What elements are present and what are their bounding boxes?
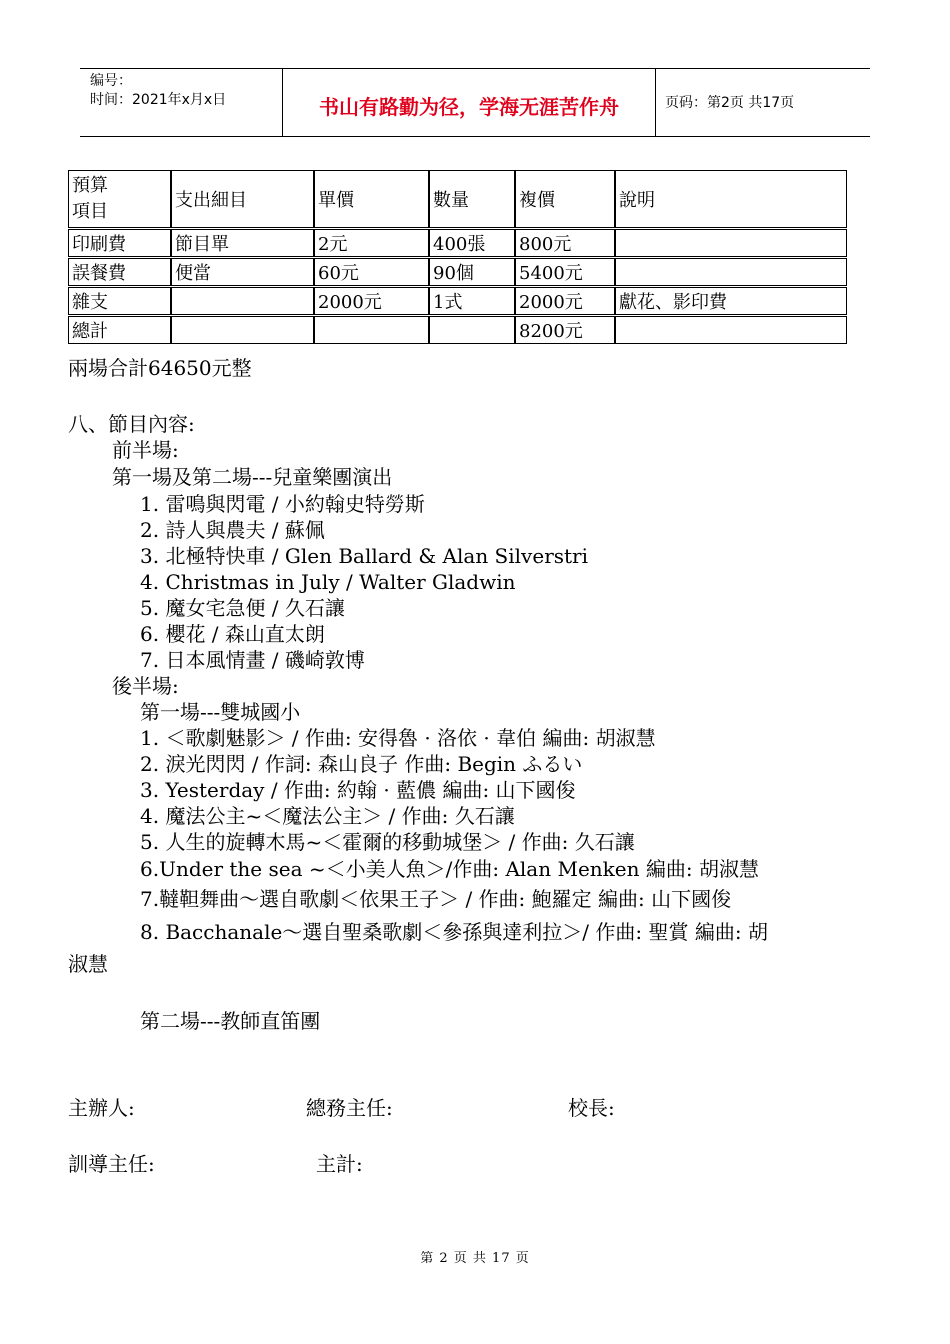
- program-item: 8. Bacchanale～選自聖桑歌劇＜參孫與達利拉＞/ 作曲: 聖賞 編曲: 胡: [140, 920, 768, 944]
- table-cell: 60元: [314, 258, 429, 286]
- section-heading: 八、節目內容:: [68, 412, 195, 436]
- table-cell: 1式: [429, 287, 515, 315]
- signature-principal: 校長:: [568, 1096, 615, 1120]
- table-cell: 2000元: [314, 287, 429, 315]
- date-label: 时间：2021年x月x日: [90, 92, 227, 108]
- column-header: 數量: [429, 170, 515, 228]
- header-info-cell: [80, 69, 282, 136]
- table-cell: [615, 316, 847, 344]
- program-item: 3. 北極特快車 / Glen Ballard & Alan Silverstri: [140, 544, 589, 568]
- column-header: 複價: [515, 170, 615, 228]
- table-cell: 便當: [171, 258, 314, 286]
- signature-accountant: 主計:: [316, 1152, 363, 1176]
- page-header: [80, 68, 870, 137]
- program-item: 2. 詩人與農夫 / 蘇佩: [140, 518, 325, 542]
- number-label: 编号：: [90, 73, 132, 89]
- table-row: [68, 258, 847, 286]
- page-footer: 第 2 页 共 17 页: [420, 1251, 530, 1266]
- program-item: 1. 雷鳴與閃電 / 小約翰史特勞斯: [140, 492, 425, 516]
- program-item: 4. 魔法公主~＜魔法公主＞ / 作曲: 久石讓: [140, 804, 515, 828]
- table-cell: [615, 229, 847, 257]
- budget-table: [68, 170, 847, 344]
- motto-text: 书山有路勤为径，学海无涯苦作舟: [319, 95, 619, 119]
- signature-organizer: 主辦人:: [68, 1096, 135, 1120]
- program-item-continuation: 淑慧: [68, 952, 108, 976]
- second-half-group: 第一場---雙城國小: [140, 700, 301, 724]
- table-cell: 總計: [68, 316, 171, 344]
- program-item: 2. 淚光閃閃 / 作詞: 森山良子 作曲: Begin ふるい: [140, 752, 583, 776]
- signature-general-affairs: 總務主任:: [306, 1096, 393, 1120]
- column-header: 單價: [314, 170, 429, 228]
- header-motto-cell: [282, 69, 656, 136]
- table-cell: 8200元: [515, 316, 615, 344]
- program-item: 3. Yesterday / 作曲: 約翰 · 藍儂 編曲: 山下國俊: [140, 778, 576, 802]
- total-line: 兩場合計64650元整: [68, 356, 252, 380]
- table-cell: 雜支: [68, 287, 171, 315]
- table-cell: [615, 258, 847, 286]
- second-half-label: 後半場:: [112, 674, 179, 698]
- table-cell: 5400元: [515, 258, 615, 286]
- table-cell: [314, 316, 429, 344]
- program-item: 7.韃靼舞曲～選自歌劇＜依果王子＞ / 作曲: 鮑羅定 編曲: 山下國俊: [140, 887, 732, 911]
- table-row: [68, 316, 847, 344]
- table-cell: 節目單: [171, 229, 314, 257]
- table-cell: 誤餐費: [68, 258, 171, 286]
- first-half-group: 第一場及第二場---兒童樂團演出: [112, 465, 393, 489]
- program-item: 6.Under the sea ~＜小美人魚＞/作曲: Alan Menken 編曲: 胡淑慧: [140, 857, 759, 881]
- table-cell: 400張: [429, 229, 515, 257]
- program-item: 5. 人生的旋轉木馬~＜霍爾的移動城堡＞ / 作曲: 久石讓: [140, 830, 635, 854]
- program-item: 5. 魔女宅急便 / 久石讓: [140, 596, 345, 620]
- table-row: [68, 287, 847, 315]
- table-cell: 2000元: [515, 287, 615, 315]
- table-cell: [171, 316, 314, 344]
- second-group-label: 第二場---教師直笛團: [140, 1009, 321, 1033]
- column-header: 預算 項目: [68, 170, 171, 228]
- program-item: 1. ＜歌劇魅影＞ / 作曲: 安得魯 · 洛依 · 韋伯 編曲: 胡淑慧: [140, 726, 656, 750]
- header-page-cell: [655, 69, 870, 136]
- column-header: 說明: [615, 170, 847, 228]
- page-number-label: 页码：第2页 共17页: [665, 95, 795, 111]
- table-cell: 印刷費: [68, 229, 171, 257]
- table-cell: 獻花、影印費: [615, 287, 847, 315]
- signature-discipline: 訓導主任:: [68, 1152, 155, 1176]
- program-item: 7. 日本風情畫 / 磯崎敦博: [140, 648, 365, 672]
- table-cell: [429, 316, 515, 344]
- table-cell: [171, 287, 314, 315]
- first-half-label: 前半場:: [112, 438, 179, 462]
- table-row: [68, 229, 847, 257]
- program-item: 6. 櫻花 / 森山直太朗: [140, 622, 325, 646]
- table-cell: 2元: [314, 229, 429, 257]
- table-cell: 90個: [429, 258, 515, 286]
- program-item: 4. Christmas in July / Walter Gladwin: [140, 570, 516, 594]
- table-header-row: [68, 170, 847, 228]
- column-header: 支出細目: [171, 170, 314, 228]
- table-cell: 800元: [515, 229, 615, 257]
